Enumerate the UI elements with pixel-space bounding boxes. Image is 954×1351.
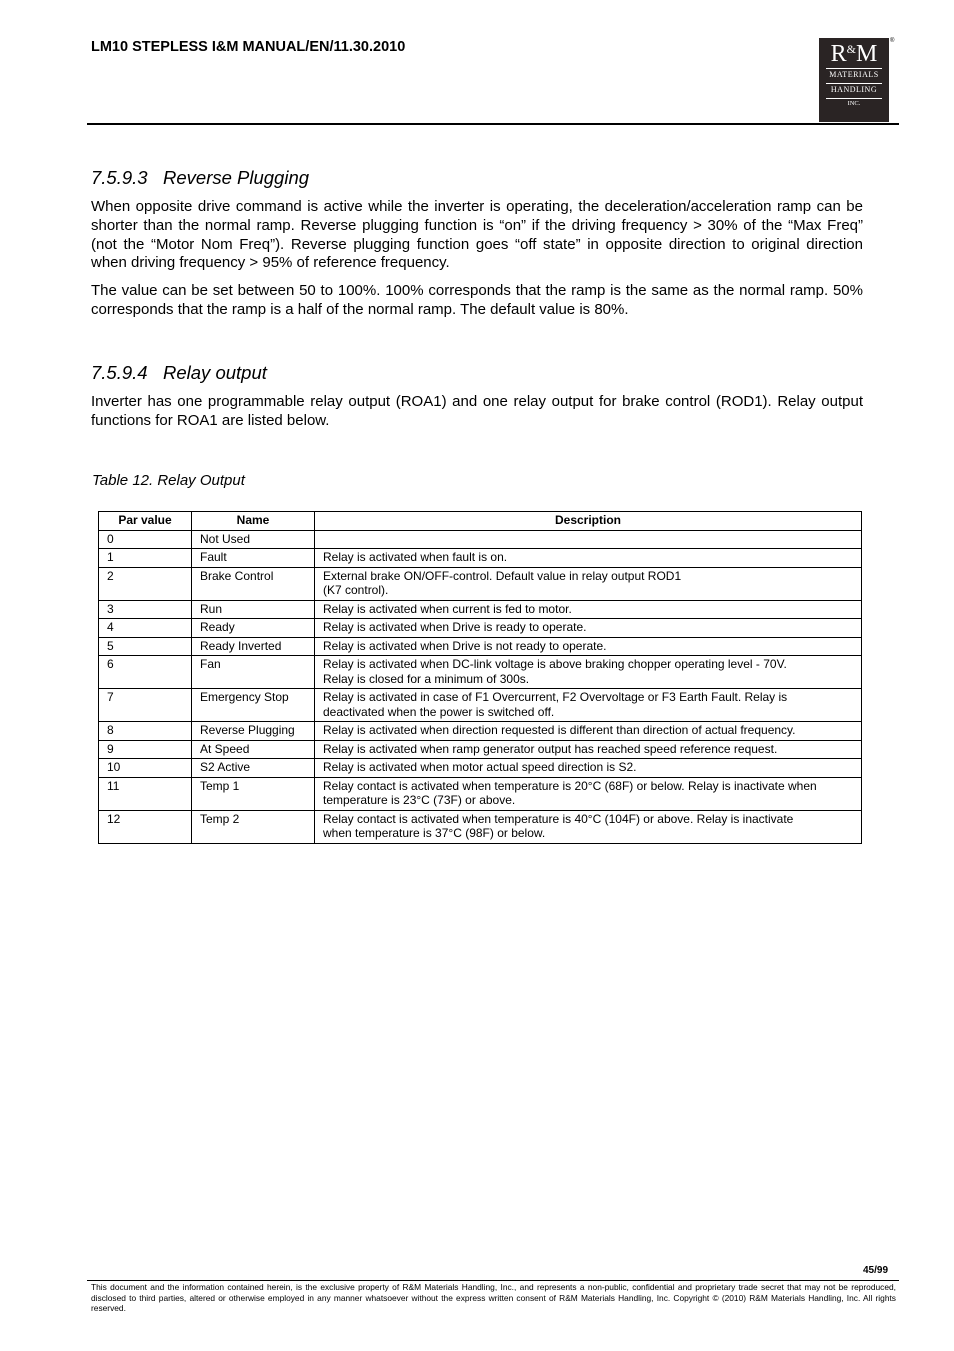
cell-name (192, 689, 315, 722)
description-line: deactivated when the power is switched off. (323, 704, 555, 719)
cell-name-text: Emergency Stop (200, 690, 289, 704)
cell-par-value-text: 3 (107, 601, 114, 616)
cell-par-value (99, 637, 192, 656)
section-heading-reverse-plugging: 7.5.9.3 Reverse Plugging (91, 167, 310, 188)
cell-par-value-text: 0 (107, 531, 114, 546)
cell-name-text: Temp 2 (200, 811, 240, 826)
table-row (99, 689, 862, 722)
table-row (99, 722, 862, 741)
cell-name-text: Not Used (200, 531, 251, 546)
description-line: (K7 control). (323, 583, 389, 597)
table-header-row (99, 512, 862, 531)
description-line: temperature is 23°C (73F) or above. (323, 793, 516, 807)
cell-name (192, 722, 315, 741)
cell-name-text: Brake Control (200, 568, 274, 583)
description-line: Relay is activated when Drive is ready to operate. (323, 620, 587, 634)
cell-description (315, 619, 862, 638)
table-row (99, 740, 862, 759)
cell-name (192, 549, 315, 568)
footer-divider (87, 1280, 899, 1281)
legal-notice: This document and the information contained herein, is the exclusive property of R&M Materials Handling, Inc., and represents a non-public, confidential and proprietary trade secret that may not be reproduced, disclosed to third parties, altered or otherwise employed in any manner whatsoever without the express written consent of R&M Materials Handling, Inc. Copyright © (2010) R&M Materials Handling, Inc. All rights reserved. (91, 1282, 896, 1313)
table-row (99, 600, 862, 619)
cell-name (192, 759, 315, 778)
cell-description (315, 530, 862, 549)
registered-mark: ® (890, 38, 895, 44)
cell-description (315, 567, 862, 600)
cell-description (315, 600, 862, 619)
cell-par-value (99, 740, 192, 759)
section-heading-relay-output: 7.5.9.4 Relay output (91, 362, 267, 383)
cell-description (315, 759, 862, 778)
description-line: Relay is closed for a minimum of 300s. (323, 671, 530, 686)
description-line: Relay is activated when direction requested is different than direction of actual frequency. (323, 723, 796, 737)
header-divider (87, 123, 899, 125)
table-caption: Table 12. Relay Output (92, 472, 245, 489)
cell-name (192, 637, 315, 656)
cell-par-value-text: 12 (107, 811, 121, 826)
cell-name (192, 600, 315, 619)
cell-name (192, 619, 315, 638)
cell-par-value-text: 7 (107, 690, 114, 704)
table-row (99, 637, 862, 656)
description-line: Relay contact is activated when temperature is 20°C (68F) or below. Relay is inactivate when (323, 778, 817, 793)
cell-par-value-text: 9 (107, 741, 114, 756)
cell-name-text: Ready (200, 620, 235, 634)
cell-par-value (99, 777, 192, 810)
description-line: Relay is activated when fault is on. (323, 550, 508, 564)
table-row (99, 777, 862, 810)
cell-description (315, 722, 862, 741)
table-row (99, 619, 862, 638)
cell-name-text: Fault (200, 550, 227, 564)
cell-par-value (99, 689, 192, 722)
cell-description (315, 656, 862, 689)
header-par-value: Par value (99, 512, 192, 531)
description-line: Relay is activated in case of F1 Overcurrent, F2 Overvoltage or F3 Earth Fault. Relay is (323, 690, 788, 704)
cell-name-text: Reverse Plugging (200, 723, 295, 737)
relay-output-table (98, 511, 862, 844)
cell-name-text: At Speed (200, 741, 250, 756)
cell-par-value-text: 1 (107, 550, 114, 564)
table-row (99, 530, 862, 549)
cell-par-value (99, 567, 192, 600)
cell-name (192, 777, 315, 810)
table-row (99, 567, 862, 600)
cell-par-value-text: 10 (107, 760, 121, 774)
description-line: Relay is activated when DC-link voltage is above braking chopper operating level - 70V. (323, 657, 787, 671)
cell-description (315, 689, 862, 722)
description-line: when temperature is 37°C (98F) or below. (323, 826, 546, 840)
cell-name-text: Temp 1 (200, 778, 240, 793)
cell-par-value-text: 2 (107, 568, 114, 583)
description-line: Relay contact is activated when temperature is 40°C (104F) or above. Relay is inactivate (323, 811, 794, 826)
cell-par-value (99, 549, 192, 568)
cell-name (192, 530, 315, 549)
cell-name-text: Ready Inverted (200, 638, 282, 653)
description-line: Relay is activated when current is fed to motor. (323, 601, 572, 616)
description-line: Relay is activated when motor actual speed direction is S2. (323, 760, 637, 774)
cell-par-value-text: 8 (107, 723, 114, 737)
document-title: LM10 STEPLESS I&M MANUAL/EN/11.30.2010 (91, 39, 406, 55)
description-line: External brake ON/OFF-control. Default value in relay output ROD1 (323, 568, 682, 583)
cell-name (192, 656, 315, 689)
description-line: Relay is activated when Drive is not ready to operate. (323, 638, 607, 653)
table-row (99, 549, 862, 568)
cell-par-value (99, 810, 192, 843)
cell-name (192, 567, 315, 600)
cell-par-value (99, 600, 192, 619)
cell-par-value-text: 6 (107, 657, 114, 671)
cell-description (315, 740, 862, 759)
cell-par-value (99, 722, 192, 741)
description-line: Relay is activated when ramp generator output has reached speed reference request. (323, 741, 778, 756)
cell-name-text: Fan (200, 657, 221, 671)
cell-name-text: S2 Active (200, 760, 251, 774)
cell-name (192, 740, 315, 759)
cell-description (315, 637, 862, 656)
cell-description (315, 810, 862, 843)
page-number: 45/99 (863, 1265, 889, 1276)
header-name: Name (192, 512, 315, 531)
cell-par-value (99, 619, 192, 638)
logo-handling: HANDLING (830, 85, 878, 94)
table-row (99, 759, 862, 778)
cell-par-value-text: 5 (107, 638, 114, 653)
logo-materials: MATERIALS (829, 70, 879, 79)
cell-par-value (99, 656, 192, 689)
cell-par-value-text: 11 (107, 778, 120, 793)
paragraph: When opposite drive command is active while the inverter is operating, the deceleration/acceleration ramp can be shorter than the normal ramp. Reverse plugging function is “on” if the driving frequency > 30% of the “Max Freq” (not the “Motor Nom Freq”). Reverse plugging function goes “off state” in opposite direction to original direction when driving frequency > 95% of reference frequency. (91, 198, 863, 272)
cell-name-text: Run (200, 601, 223, 616)
header-description: Description (315, 512, 862, 531)
cell-description (315, 777, 862, 810)
cell-par-value (99, 530, 192, 549)
cell-par-value (99, 759, 192, 778)
company-logo: R&M MATERIALS HANDLING INC. (819, 38, 889, 122)
cell-name (192, 810, 315, 843)
table-row (99, 810, 862, 843)
cell-description (315, 549, 862, 568)
logo-inc: INC. (847, 100, 861, 107)
paragraph: Inverter has one programmable relay output (ROA1) and one relay output for brake control (ROD1). Relay output functions for ROA1 are listed below. (91, 393, 863, 429)
cell-par-value-text: 4 (107, 620, 114, 634)
table-row (99, 656, 862, 689)
paragraph: The value can be set between 50 to 100%. 100% corresponds that the ramp is the same as the normal ramp. 50% corresponds that the ramp is a half of the normal ramp. The default value is 80%. (91, 282, 863, 318)
